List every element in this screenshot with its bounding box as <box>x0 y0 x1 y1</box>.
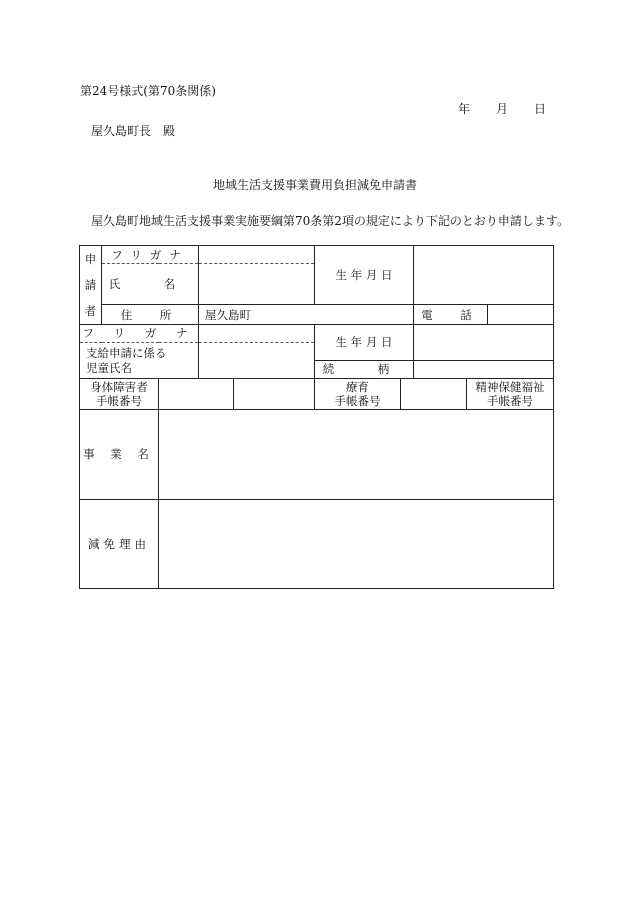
physical-disability-label <box>80 379 159 410</box>
service-name-label <box>80 410 159 500</box>
date-line <box>458 100 546 117</box>
applicant-label-cell <box>80 246 102 325</box>
furigana-field[interactable] <box>199 246 315 264</box>
birth-date-field[interactable] <box>414 246 554 305</box>
application-form-table <box>79 245 554 589</box>
applicant-label: 申請者 <box>84 252 97 318</box>
physical-disability-field-inner <box>159 379 234 409</box>
physical-disability-label-line1: 身体障害者 <box>90 379 148 394</box>
address-label: 住 所 <box>102 305 199 325</box>
physical-disability-field[interactable] <box>159 379 315 410</box>
address-field[interactable]: 屋久島町 <box>199 305 414 325</box>
phone-field[interactable] <box>488 305 554 325</box>
child-furigana-field[interactable] <box>199 325 315 343</box>
date-month-label: 月 <box>496 102 509 116</box>
birth-date-label: 生 年 月 日 <box>315 246 414 305</box>
rehabilitation-label <box>315 379 401 410</box>
rehabilitation-field[interactable] <box>401 379 467 410</box>
mental-health-label-line1: 精神保健福祉 <box>475 379 545 394</box>
reduction-reason-field[interactable] <box>159 500 554 589</box>
intro-text: 屋久島町地域生活支援事業実施要綱第70条第2項の規定により下記のとおり申請します。 <box>91 214 569 228</box>
form-number: 第24号様式(第70条関係) <box>80 84 216 98</box>
child-name-label <box>80 343 199 379</box>
phone-label: 電 話 <box>414 305 488 325</box>
mental-health-label <box>467 379 554 410</box>
relationship-label: 続 柄 <box>315 361 414 379</box>
name-field[interactable] <box>199 264 315 305</box>
child-name-label-line2: 児童氏名 <box>86 360 132 375</box>
name-label: 氏 名 <box>102 264 199 305</box>
furigana-label: フリガナ <box>102 246 199 264</box>
date-day-label: 日 <box>534 102 547 116</box>
reduction-reason-label <box>80 500 159 589</box>
child-name-field[interactable] <box>199 343 315 379</box>
date-year-label: 年 <box>458 102 471 116</box>
document-title: 地域生活支援事業費用負担減免申請書 <box>212 178 417 192</box>
service-name-field[interactable] <box>159 410 554 500</box>
child-birth-date-label: 生 年 月 日 <box>315 325 414 361</box>
reduction-reason-text: 減免理由 <box>88 536 150 551</box>
rehabilitation-label-line2: 手帳番号 <box>334 394 381 408</box>
relationship-field[interactable] <box>414 361 554 379</box>
child-name-label-line1: 支給申請に係る <box>86 346 167 361</box>
addressee: 屋久島町長 殿 <box>91 124 176 138</box>
mental-health-label-line2: 手帳番号 <box>487 394 533 408</box>
service-name-text: 事 業 名 <box>83 447 155 462</box>
physical-disability-label-line2: 手帳番号 <box>96 394 142 408</box>
child-furigana-label: フ リ ガ ナ <box>80 325 199 343</box>
rehabilitation-label-line1: 療育 <box>346 379 369 394</box>
child-birth-date-field[interactable] <box>414 325 554 361</box>
